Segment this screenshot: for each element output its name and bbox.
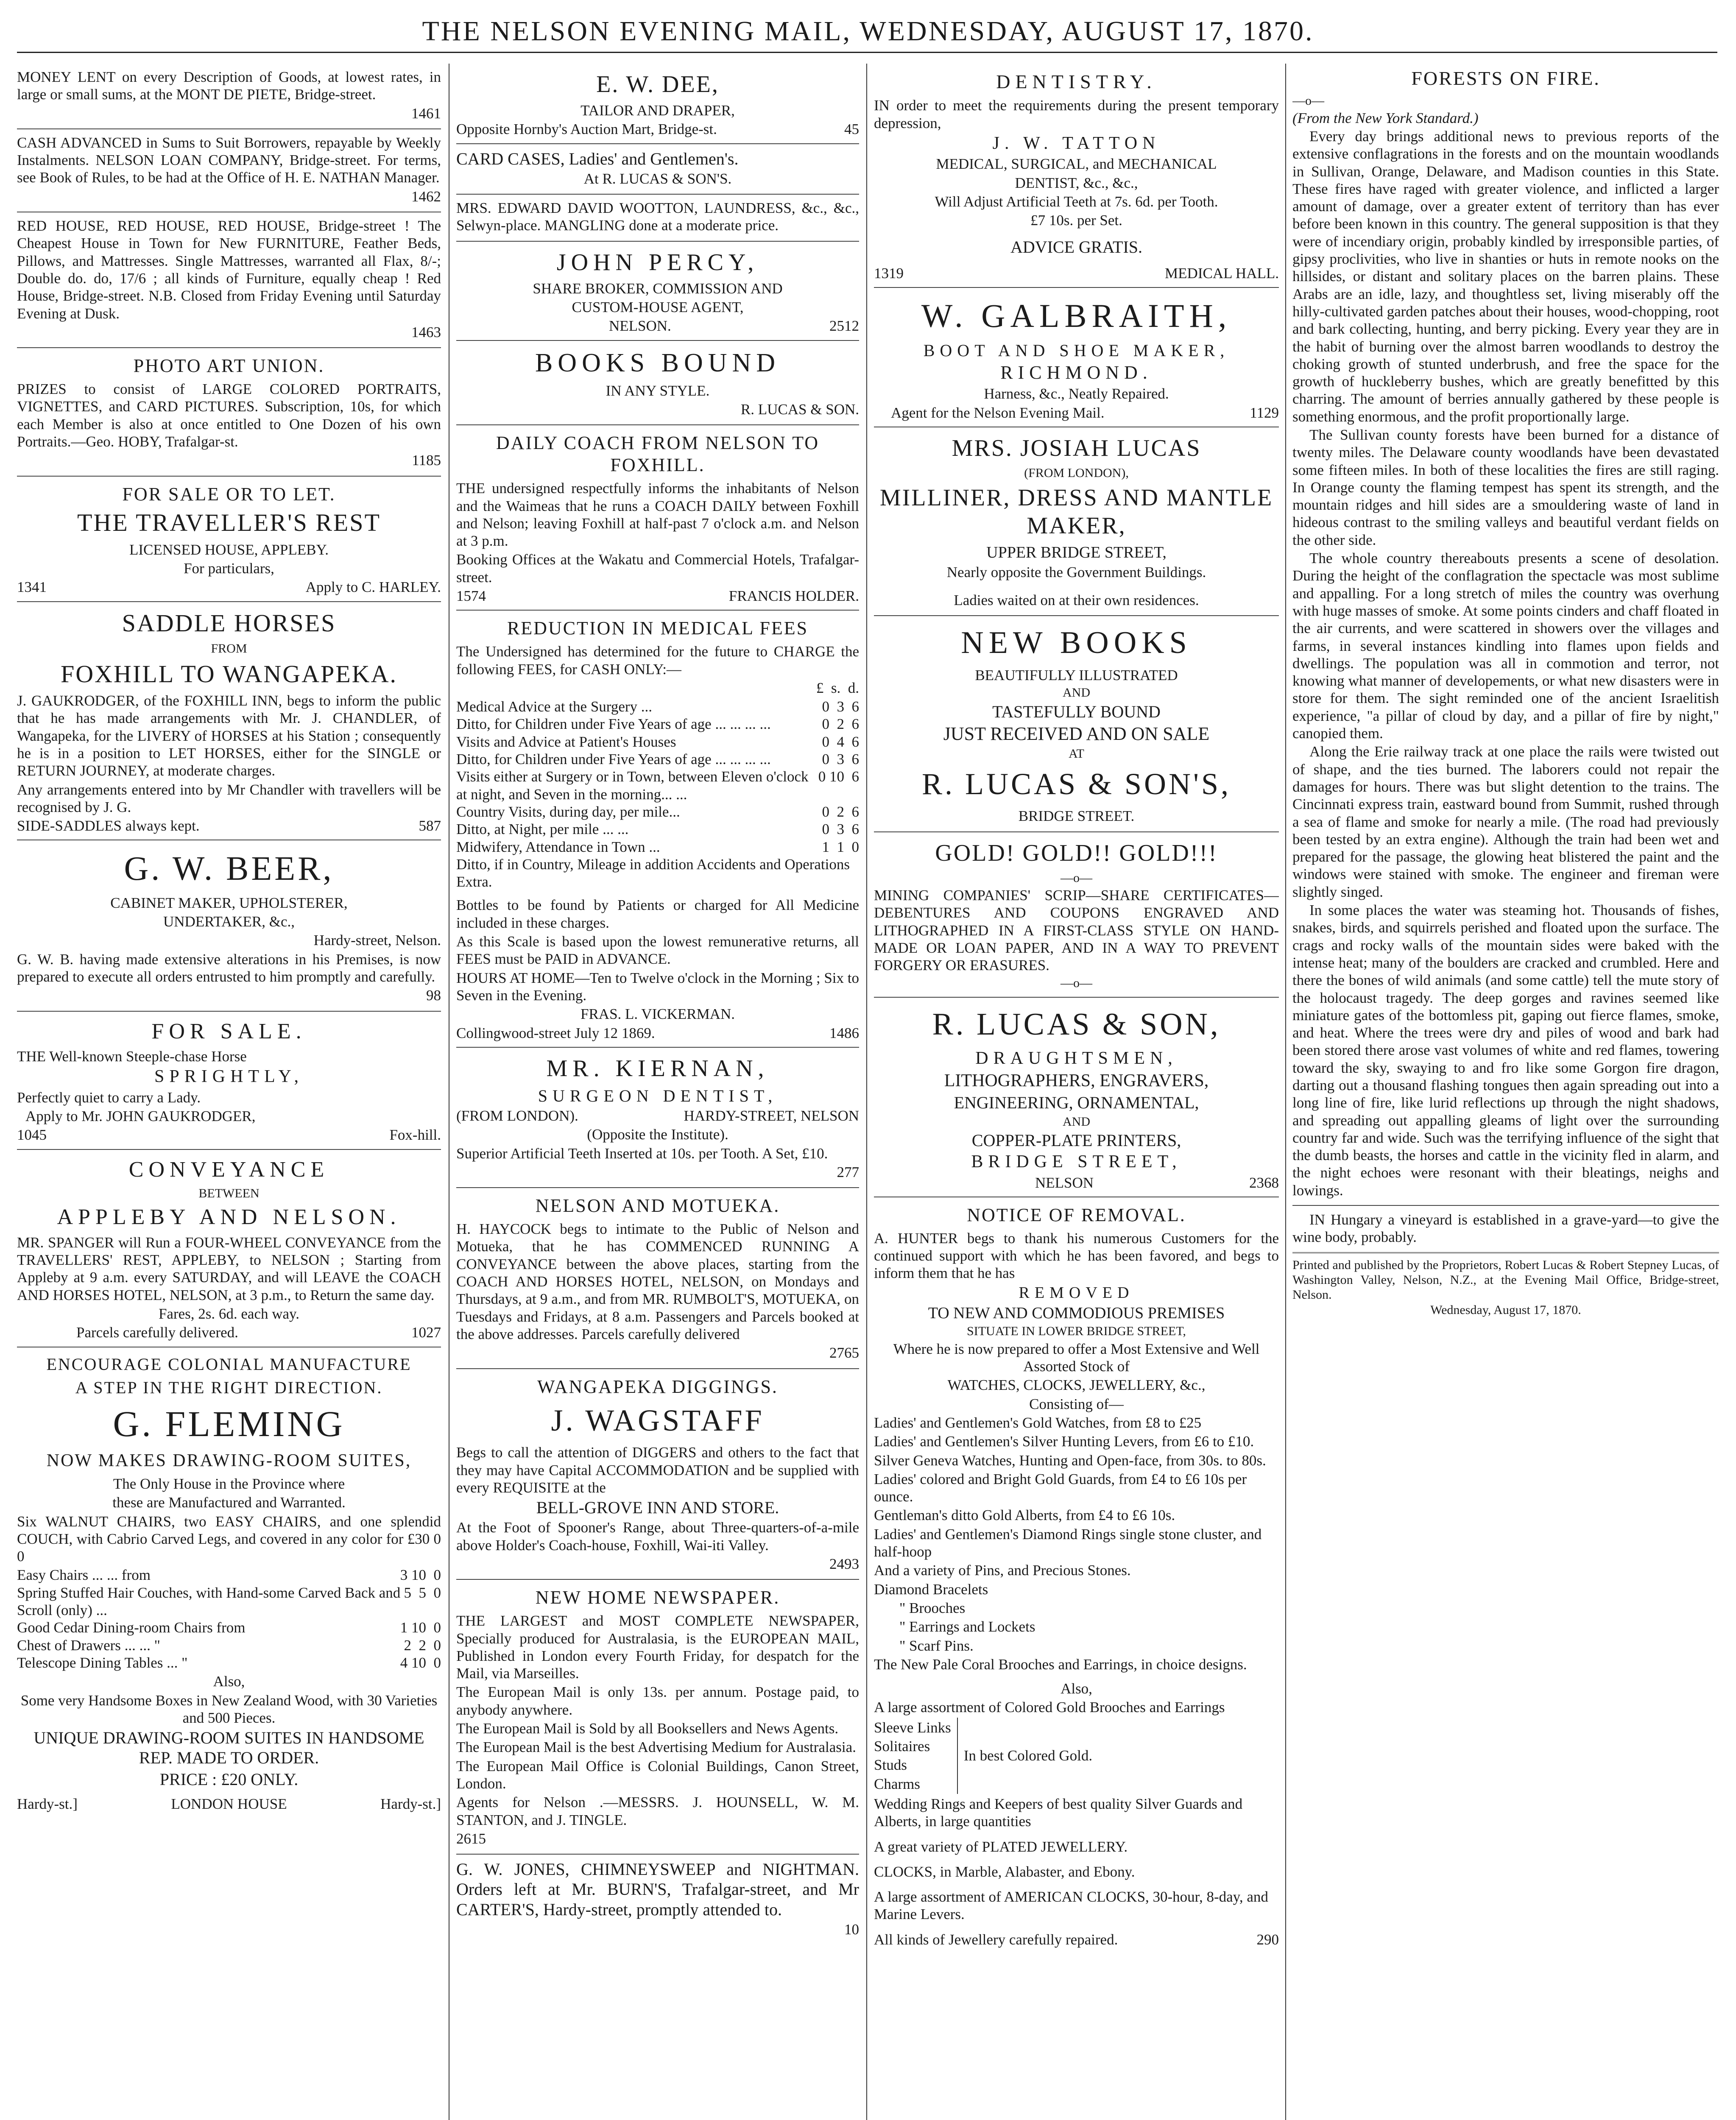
ad-text: The Undersigned has determined for the future to CHARGE the following FEES, for CASH ONLY:— [456, 643, 859, 678]
ad-text: LITHOGRAPHERS, ENGRAVERS, [944, 1071, 1209, 1091]
ad-text: WATCHES, CLOCKS, JEWELLERY, &c., [947, 1377, 1206, 1394]
fee-value: 0 3 6 [822, 751, 859, 768]
ad-text: UNIQUE DRAWING-ROOM SUITES IN HANDSOME REP. MADE TO ORDER. [33, 1728, 424, 1768]
ad-number: 1129 [1250, 404, 1279, 421]
ad-text: MR. SPANGER will Run a FOUR-WHEEL CONVEYANCE from the TRAVELLERS' REST, APPLEBY, to NELSON ; Starting from Appleby at 9 a.m. every SATURDAY, and will LEAVE the COACH AND HORSES HOTEL, NELSON, at 3 p.m., to Return the same day. [17, 1234, 441, 1303]
ad-heading: REDUCTION IN MEDICAL FEES [507, 618, 809, 639]
ad-heading: G. W. BEER, [124, 850, 334, 888]
ad-heading: ENCOURAGE COLONIAL MANUFACTURE [46, 1354, 412, 1374]
fee-item: Medical Advice at the Surgery ... [456, 698, 653, 715]
ad-text: G. W. JONES, CHIMNEYSWEEP and NIGHTMAN. Orders left at Mr. BURN'S, Trafalgar-street, and Mr CARTER'S, Hardy-street, promptly attended to. [456, 1860, 859, 1919]
ad-price: PRICE : £20 ONLY. [159, 1769, 299, 1789]
column-rule [866, 64, 867, 2120]
ad-beer-cabinet-maker [17, 840, 441, 1011]
ad-text: CUSTOM-HOUSE AGENT, [572, 299, 744, 316]
ad-name: J. W. TATTON [992, 133, 1161, 153]
ad-text: A great variety of PLATED JEWELLERY. [874, 1838, 1128, 1855]
imprint-text: Printed and published by the Proprietors, Robert Lucas & Robert Stepney Lucas, of Washington Valley, Nelson, N.Z., at the Evening Mail Office, Bridge-street, Nelson. [1292, 1258, 1719, 1302]
ad-number: 2765 [829, 1345, 859, 1361]
list-item: " Earrings and Lockets [899, 1618, 1035, 1635]
article-hungary [1292, 1205, 1719, 1246]
ad-number: 2615 [456, 1830, 486, 1847]
ad-books-bound [456, 341, 859, 426]
list-item: Ladies' colored and Bright Gold Guards, from £4 to £6 10s per ounce. [874, 1470, 1247, 1505]
ad-text: For particulars, [184, 560, 274, 577]
ad-heading: SADDLE HORSES [122, 609, 336, 637]
ad-number: 1463 [411, 324, 441, 340]
ad-text: PRIZES to consist of LARGE COLORED PORTRAITS, VIGNETTES, and CARD PICTURES. Subscription, 10s, for which each Member is also at once entitled to One Dozen of his own Portraits.—Geo. HOBY, Trafalgar-st. [17, 381, 441, 450]
ad-text: SURGEON DENTIST, [538, 1086, 778, 1105]
ad-heading: DENTISTRY. [996, 71, 1157, 92]
ad-number: 290 [1256, 1931, 1279, 1948]
ad-text: Any arrangements entered into by Mr Chandler with travellers will be recognised by J. G. [17, 781, 441, 815]
fee-item: Visits either at Surgery or in Town, between Eleven o'clock at night, and Seven in the morning... ... [456, 768, 809, 803]
list-item: Ladies' and Gentlemen's Silver Hunting Levers, from £6 to £10. [874, 1433, 1254, 1450]
ad-text: Six WALNUT CHAIRS, two EASY CHAIRS, and one splendid COUCH, with Cabrio Carved Legs, and covered in any color for £30 0 0 [17, 1513, 441, 1565]
ad-text: G. W. B. having made extensive alterations in his Premises, is now prepared to execute all orders entrusted to him promptly and carefully. [17, 951, 441, 985]
ad-text: Wedding Rings and Keepers of best quality Silver Guards and Alberts, in large quantities [874, 1795, 1243, 1830]
ad-heading: JOHN PERCY, [556, 249, 759, 276]
ad-text: FROM [211, 642, 247, 656]
ad-daily-coach [456, 425, 859, 611]
ad-text: Agents for Nelson .—MESSRS. J. HOUNSELL, W. M. STANTON, and J. TINGLE. [456, 1794, 859, 1828]
ad-heading: W. GALBRAITH, [921, 297, 1232, 335]
ad-text: Also, [213, 1673, 245, 1690]
ad-number: 1574 [456, 588, 486, 605]
ad-text: NELSON [1035, 1174, 1094, 1191]
ad-text: J. GAUKRODGER, of the FOXHILL INN, begs to inform the public that he has made arrangements with Mr. J. CHANDLER, of Wangapeka, for the LIVERY of HORSES at his Station ; consequently he is in a position to LET HORSES, either for the SINGLE or RETURN JOURNEY, at moderate charges. [17, 692, 441, 779]
ad-money-lent [17, 64, 441, 129]
ad-trade: MILLINER, DRESS AND MANTLE MAKER, [879, 485, 1273, 539]
fee-value: 1 1 0 [822, 838, 859, 855]
ad-text: BRIDGE STREET, [971, 1152, 1182, 1172]
list-item: Charms [874, 1775, 920, 1792]
ad-footer-mid: LONDON HOUSE [171, 1795, 287, 1812]
ad-text: The European Mail is the best Advertising Medium for Australasia. [456, 1739, 856, 1756]
fee-value: 0 10 6 [818, 768, 859, 785]
ad-text: JUST RECEIVED AND ON SALE [943, 723, 1210, 745]
ad-text: UNDERTAKER, &c., [163, 913, 295, 930]
ad-contact: Apply to Mr. JOHN GAUKRODGER, [25, 1108, 256, 1125]
ad-heading: R. LUCAS & SON, [932, 1007, 1221, 1042]
column-1 [17, 64, 441, 2120]
list-item: Silver Geneva Watches, Hunting and Open-face, from 30s. to 80s. [874, 1452, 1266, 1469]
ad-cash-advanced [17, 129, 441, 212]
ad-heading: FOR SALE OR TO LET. [122, 483, 336, 505]
ad-text: At the Foot of Spooner's Range, about Three-quarters-of-a-mile above Holder's Coach-house, Foxhill, Wai-iti Valley. [456, 1519, 859, 1554]
ad-kiernan-dentist [456, 1048, 859, 1188]
ad-for-sale-or-let [17, 477, 441, 602]
ad-text: A large assortment of AMERICAN CLOCKS, 30-hour, 8-day, and Marine Levers. [874, 1888, 1268, 1923]
ad-medical-fees [456, 611, 859, 1047]
ad-text: ENGINEERING, ORNAMENTAL, [954, 1093, 1199, 1113]
ad-red-house [17, 212, 441, 348]
ad-number: 1341 [17, 579, 47, 596]
ad-text: Will Adjust Artificial Teeth at 7s. 6d. per Tooth. [935, 193, 1218, 210]
ad-text: IN order to meet the requirements during the present temporary depression, [874, 97, 1279, 131]
ad-number: 587 [419, 817, 441, 834]
imprint [1292, 1252, 1719, 1318]
ad-text: As this Scale is based upon the lowest remunerative returns, all FEES must be PAID in ADVANCE. [456, 933, 859, 968]
ad-number: 98 [426, 987, 441, 1004]
ad-text: IN ANY STYLE. [606, 382, 710, 399]
ad-text: (FROM LONDON), [1024, 466, 1129, 480]
list-item: " Brooches [899, 1599, 966, 1616]
article-paragraph: Along the Erie railway track at one place the rails were twisted out of shape, and the ties burned. The laborers could not repair the damages for hours. There was but slight detention to the trains. The Cincinnati express train, eastward bound from Summit, rushed through a sea of flame and smoke for nearly a mile. (The road had previously been tested by an extra engine). Although the train had been wet and prepared for the passage, the glowing heat blistered the paint and the windows were stained with smoke. The engineer and fireman were slightly singed. [1292, 743, 1719, 900]
ad-route: APPLEBY AND NELSON. [57, 1205, 401, 1230]
ad-text: TASTEFULLY BOUND [992, 702, 1161, 721]
ad-name: R. LUCAS & SON'S, [921, 767, 1231, 801]
price-value: 2 2 0 [404, 1637, 441, 1654]
ad-saddle-horses [17, 602, 441, 841]
ad-gold-scrip [874, 832, 1279, 998]
price-value: 3 10 0 [400, 1567, 441, 1584]
list-item: Diamond Bracelets [874, 1581, 988, 1598]
ad-heading: BOOKS BOUND [535, 348, 781, 377]
ad-text: Booking Offices at the Wakatu and Commercial Hotels, Trafalgar-street. [456, 551, 859, 586]
ad-number: 1461 [411, 105, 441, 122]
ad-address: Hardy-street, Nelson. [313, 932, 441, 949]
column-rule [1285, 64, 1286, 2120]
column-4 [1292, 64, 1719, 2120]
fee-value: 0 4 6 [822, 733, 859, 750]
ad-text: Bottles to be found by Patients or charged for All Medicine included in these charges. [456, 897, 859, 931]
ad-text: BETWEEN [198, 1186, 260, 1201]
ad-text: (FROM LONDON). [456, 1107, 578, 1124]
ad-name: J. WAGSTAFF [551, 1403, 765, 1438]
ad-text: BEAUTIFULLY ILLUSTRATED [975, 667, 1178, 684]
ad-signature: FRAS. L. VICKERMAN. [581, 1006, 735, 1023]
ad-text: At R. LUCAS & SON'S. [583, 170, 732, 187]
ad-number: 1185 [412, 452, 441, 469]
ad-text: The European Mail is only 13s. per annum. Postage paid, to anybody anywhere. [456, 1684, 859, 1718]
ad-text: HOURS AT HOME—Ten to Twelve o'clock in the Morning ; Six to Seven in the Evening. [456, 969, 859, 1004]
list-item: Solitaires [874, 1738, 930, 1755]
ad-text: SITUATE IN LOWER BRIDGE STREET, [967, 1324, 1186, 1339]
ad-john-percy [456, 242, 859, 341]
ad-signature: FRANCIS HOLDER. [728, 588, 859, 605]
ad-heading: FOR SALE. [151, 1019, 307, 1043]
ad-name: THE TRAVELLER'S REST [77, 509, 381, 537]
ad-text: Begs to call the attention of DIGGERS and others to the fact that they may have Capital ACCOMMODATION and be supplied with every REQUISITE at the [456, 1444, 859, 1496]
ad-text: REMOVED [1019, 1283, 1134, 1302]
price-item: Good Cedar Dining-room Chairs from [17, 1619, 246, 1636]
ad-text: The European Mail Office is Colonial Buildings, Canon Street, London. [456, 1757, 859, 1792]
ad-text: A large assortment of Colored Gold Brooches and Earrings [874, 1699, 1225, 1716]
ad-text: H. HAYCOCK begs to intimate to the Public of Nelson and Motueka, that he has COMMENCED RUNNING A CONVEYANCE between the above places, starting from the COACH AND HORSES HOTEL, NELSON, on Mondays and Thursdays, at 9 a.m., and from MR. RUMBOLT'S, MOTUEKA, on Tuesdays and Fridays, at 8 a.m. Passengers and Parcels booked at the above addresses. Parcels carefully delivered [456, 1221, 859, 1342]
ad-new-home-newspaper [456, 1580, 859, 1855]
ad-mrs-lucas [874, 427, 1279, 616]
ad-heading: E. W. DEE, [596, 71, 719, 98]
ad-date: Collingwood-street July 12 1869. [456, 1024, 655, 1041]
ad-subheading: NOW MAKES DRAWING-ROOM SUITES, [46, 1451, 412, 1471]
ad-text: MONEY LENT on every Description of Goods, at lowest rates, in large or small sums, at the MONT DE PIETE, Bridge-street. [17, 69, 441, 103]
list-item: Gentleman's ditto Gold Alberts, from £4 to £6 10s. [874, 1507, 1175, 1524]
ad-text: MRS. EDWARD DAVID WOOTTON, LAUNDRESS, &c., &c., Selwyn-place. MANGLING done at a moderate price. [456, 200, 859, 234]
ad-new-books [874, 616, 1279, 832]
ad-number: 1486 [829, 1024, 859, 1041]
ad-address: HARDY-STREET, NELSON [684, 1107, 859, 1124]
ad-text: NELSON. [609, 318, 671, 335]
fee-item: Ditto, if in Country, Mileage in addition Accidents and Operations Extra. [456, 856, 850, 890]
ad-text: Consisting of— [1029, 1395, 1124, 1412]
article-title: FORESTS ON FIRE. [1411, 67, 1600, 89]
ad-heading: CONVEYANCE [128, 1157, 329, 1182]
fee-item: Visits and Advice at Patient's Houses [456, 733, 676, 750]
ad-text: Fares, 2s. 6d. each way. [158, 1305, 300, 1322]
ad-footer-left: Hardy-st.] [17, 1795, 78, 1812]
ad-text: CASH ADVANCED in Sums to Suit Borrowers, repayable by Weekly Instalments. NELSON LOAN COMPANY, Bridge-street. For terms, see Book of Rules, to be had at the Office of H. E. NATHAN Manager. [17, 134, 441, 186]
ad-text: TAILOR AND DRAPER, [581, 102, 735, 119]
ad-number: 2493 [829, 1556, 859, 1573]
fee-value: 0 2 6 [822, 716, 859, 733]
ad-text: SIDE-SADDLES always kept. [17, 817, 200, 834]
jewellery-group [874, 1718, 1279, 1794]
ad-number: 2512 [829, 318, 859, 335]
ad-text: BELL-GROVE INN AND STORE. [536, 1498, 779, 1517]
ad-text: COPPER-PLATE PRINTERS, [971, 1130, 1181, 1150]
ad-number: 277 [837, 1163, 859, 1180]
article-source: (From the New York Standard.) [1292, 109, 1479, 126]
ad-text: Some very Handsome Boxes in New Zealand Wood, with 30 Varieties and 500 Pieces. [20, 1692, 438, 1726]
ad-text: Where he is now prepared to offer a Most Extensive and Well Assorted Stock of [893, 1340, 1260, 1375]
fee-value: 0 2 6 [822, 803, 859, 820]
ad-heading: WANGAPEKA DIGGINGS. [537, 1376, 778, 1397]
ad-text: Agent for the Nelson Evening Mail. [891, 404, 1105, 421]
divider: —o— [1061, 870, 1092, 885]
ad-number: 1045 [17, 1127, 47, 1144]
ad-heading: NOTICE OF REMOVAL. [967, 1204, 1186, 1225]
ad-text: ADVICE GRATIS. [1010, 237, 1143, 257]
list-item: Ladies' and Gentlemen's Diamond Rings single stone cluster, and half-hoop [874, 1526, 1262, 1560]
ad-text: A. HUNTER begs to thank his numerous Customers for the continued support with which he has been favored, and begs to inform them that he has [874, 1230, 1279, 1282]
ad-text: DRAUGHTSMEN, [975, 1049, 1178, 1068]
ad-number: 45 [844, 121, 859, 138]
ad-text: BOOT AND SHOE MAKER, [923, 341, 1230, 360]
fee-item: Ditto, for Children under Five Years of age ... ... ... ... [456, 751, 771, 768]
ad-photo-art-union [17, 348, 441, 476]
ad-name: G. FLEMING [113, 1403, 345, 1444]
ad-text: MINING COMPANIES' SCRIP—SHARE CERTIFICATES—DEBENTURES AND COUPONS ENGRAVED AND LITHOGRAPHED IN A FIRST-CLASS STYLE ON HAND-MADE OR LOAN PAPER, AND IN A WAY TO PREVENT FORGERY OR ERASURES. [874, 887, 1279, 974]
ad-text: MEDICAL HALL. [1165, 265, 1279, 282]
ad-heading: PHOTO ART UNION. [133, 355, 325, 377]
masthead-rule [17, 52, 1717, 53]
ad-wangapeka-diggings [456, 1369, 859, 1580]
price-item: Telescope Dining Tables ... " [17, 1654, 188, 1671]
ad-subheading: A STEP IN THE RIGHT DIRECTION. [75, 1378, 383, 1397]
masthead: THE NELSON EVENING MAIL, WEDNESDAY, AUGUST 17, 1870. [422, 16, 1314, 47]
ad-dentistry [874, 64, 1279, 288]
price-value: 1 10 0 [400, 1619, 441, 1636]
ad-galbraith [874, 288, 1279, 427]
column-3 [874, 64, 1279, 2120]
ad-text: RICHMOND. [1000, 362, 1153, 383]
article-forests-on-fire [1292, 67, 1719, 1199]
ad-text: CARD CASES, Ladies' and Gentlemen's. [456, 149, 739, 168]
list-item: Studs [874, 1757, 907, 1774]
ad-text: CLOCKS, in Marble, Alabaster, and Ebony. [874, 1863, 1135, 1880]
ad-text: The European Mail is Sold by all Booksellers and News Agents. [456, 1720, 839, 1737]
ad-text: Perfectly quiet to carry a Lady. [17, 1089, 201, 1106]
ad-text: Superior Artificial Teeth Inserted at 10s. per Tooth. A Set, £10. [456, 1145, 828, 1162]
ad-fleming [17, 1347, 441, 1818]
price-item: Easy Chairs ... ... from [17, 1567, 151, 1584]
ad-heading: NEW HOME NEWSPAPER. [535, 1587, 780, 1608]
ad-address: Opposite Hornby's Auction Mart, Bridge-st. [456, 121, 717, 138]
article-paragraph: IN Hungary a vineyard is established in a grave-yard—to give the wine body, probably. [1292, 1211, 1719, 1246]
ad-text: In best Colored Gold. [963, 1747, 1093, 1764]
ad-text: Parcels carefully delivered. [76, 1324, 238, 1341]
ad-contact: Apply to C. HARLEY. [305, 579, 441, 596]
ad-text: THE Well-known Steeple-chase Horse [17, 1048, 247, 1065]
fee-item: Country Visits, during day, per mile... [456, 803, 680, 820]
list-item: The New Pale Coral Brooches and Earrings, in choice designs. [874, 1656, 1247, 1673]
ad-nelson-motueka [456, 1188, 859, 1369]
ad-text: Nearly opposite the Government Buildings. [946, 564, 1206, 581]
ad-heading: GOLD! GOLD!! GOLD!!! [935, 840, 1218, 866]
fee-column-header: £ s. d. [816, 679, 859, 696]
ad-text: £7 10s. per Set. [1030, 212, 1122, 229]
ad-text: (Opposite the Institute). [587, 1126, 728, 1143]
column-2 [456, 64, 859, 2120]
ad-conveyance [17, 1150, 441, 1347]
ad-heading: NEW BOOKS [961, 625, 1192, 660]
ad-number: 1027 [411, 1324, 441, 1341]
ad-number: 1319 [874, 265, 904, 282]
ad-wootton-laundress [456, 195, 859, 242]
ad-text: Ladies waited on at their own residences. [954, 591, 1199, 608]
ad-heading: MRS. JOSIAH LUCAS [952, 435, 1201, 461]
ad-text: MEDICAL, SURGICAL, and MECHANICAL [936, 156, 1217, 173]
ad-text: RED HOUSE, RED HOUSE, RED HOUSE, Bridge-street ! The Cheapest House in Town for New FURNITURE, Feather Beds, Pillows, and Mattresses. Single Mattresses, warranted all Flax, 8/-; Double do. do, 17/6 ; all kinds of Furniture, equally cheap ! Red House, Bridge-street. N.B. Closed from Friday Evening until Saturday Evening at Dusk. [17, 218, 441, 322]
ad-number: 10 [844, 1921, 859, 1938]
ad-subtitle: LICENSED HOUSE, APPLEBY. [129, 541, 329, 558]
divider: —o— [1061, 976, 1092, 990]
list-item: And a variety of Pins, and Precious Stones. [874, 1562, 1131, 1579]
ad-lucas-lithographers [874, 998, 1279, 1197]
article-paragraph: The Sullivan county forests have been burned for a distance of twenty miles. The Delaware county woodlands have been devastated some fifteen miles. In both of these localities the fires are still raging. In Orange county the flaming tempest has spent its strength, and the mountain ridges and hill sides are a smouldering waste of land in hideous contrast to the smiling valleys and beautiful verdant fields on the other side. [1292, 427, 1719, 548]
ad-text: The Only House in the Province where [113, 1475, 345, 1492]
ad-text: AT [1069, 746, 1084, 761]
fee-item: Ditto, at Night, per mile ... ... [456, 821, 629, 838]
imprint-date: Wednesday, August 17, 1870. [1430, 1303, 1581, 1317]
ad-for-sale-horse [17, 1012, 441, 1150]
ad-place: Fox-hill. [389, 1127, 441, 1144]
list-item: " Scarf Pins. [899, 1637, 974, 1654]
price-value: 4 10 0 [400, 1654, 441, 1671]
fee-item: Midwifery, Attendance in Town ... [456, 838, 660, 855]
price-item: Spring Stuffed Hair Couches, with Hand-some Carved Back and Scroll (only) ... [17, 1584, 401, 1619]
ad-number: 1462 [411, 188, 441, 205]
fee-value: 0 3 6 [822, 698, 859, 715]
ad-address: UPPER BRIDGE STREET, [986, 544, 1167, 562]
ad-number: 2368 [1249, 1174, 1279, 1191]
ad-chimney-sweep [456, 1855, 859, 1944]
price-value: 5 5 0 [404, 1584, 441, 1601]
ad-heading: NELSON AND MOTUEKA. [535, 1195, 780, 1216]
ad-text: SHARE BROKER, COMMISSION AND [533, 280, 783, 297]
ad-dee-tailor [456, 64, 859, 144]
list-item: Sleeve Links [874, 1719, 951, 1736]
ad-text: Also, [1061, 1680, 1092, 1697]
fee-value: 0 3 6 [822, 821, 859, 838]
ad-text: Harness, &c., Neatly Repaired. [984, 385, 1169, 402]
fee-item: Ditto, for Children under Five Years of age ... ... ... ... [456, 716, 771, 733]
ad-text: R. LUCAS & SON. [740, 401, 859, 418]
article-paragraph: Every day brings additional news to previous reports of the extensive conflagrations in the forests and on the mountain woodlands in Sullivan, Orange, Delaware, and Madison counties in this State. These fires have raged with greater violence, and inflicted a larger amount of damage, over a greater extent of territory than has ever before been known in this country. The general supposition is that they were of incendiary origin, probably kindled by irresponsible parties, of gipsy proclivities, who live in shanties or huts in remote nooks on the hillsides, or distant and solitary places on the barren plains. These Arabs are an idle, lazy, and thoughtless set, living miserably off the hilly-cultivated garden patches about their houses, wood-chopping, root and bark collecting, hunting, and berry picking. Every year they are in the habit of burning over the almost barren woodlands to destroy the choking growth of stunted underbrush, and free the space for the growth of huckleberry bushes, which are greatly benefitted by this charring. The amount of berries annually gathered by these people is something enormous, and the profit proportionally large. [1292, 128, 1719, 425]
ad-text: THE LARGEST and MOST COMPLETE NEWSPAPER, Specially produced for Australasia, is the EUROPEAN MAIL, Published in London every Fourth Friday, for despatch for the Mail, via Marseilles. [456, 1612, 859, 1682]
article-paragraph: In some places the water was steaming hot. Thousands of fishes, snakes, birds, and squirrels perished and floated upon the surface. The crags and rocky walls of the mountain sides were baked with the intense heat; many of the boulders are cracked and crumbled. Here and there the bones of wild animals (and some cattle) tell the mute story of the holocaust tragedy. The deep gorges and ravines seemed like miniature gates of the bottomless pit, gaping out fierce flames, smoke, and heat. Where the trees were dry and piles of wood and bark had been stored there arose vast volumes of white and red flames, towering toward the sky, swaying to and fro like some Gorgon fire dragon, darting out a thousand flashing tongues then again spreading out into a long line of fire, like lurid reflections up through the night shadows, and spreading out appalling gleams of light over the surrounding country far and wide. Such was the terrifying influence of the sight that the dumb beasts, the horses and cattle in the vicinity fled in alarm, and the night echoes were resonant with their bleatings, neighs and lowings. [1292, 902, 1719, 1199]
ad-footer-right: Hardy-st.] [380, 1795, 441, 1812]
ad-horse-name: SPRIGHTLY, [154, 1067, 304, 1087]
ad-route: FOXHILL TO WANGAPEKA. [61, 660, 397, 688]
ad-text: All kinds of Jewellery carefully repaired. [874, 1931, 1118, 1948]
ad-notice-of-removal [874, 1197, 1279, 1953]
ad-heading: DAILY COACH FROM NELSON TO FOXHILL. [496, 432, 820, 476]
article-paragraph: The whole country thereabouts presents a scene of desolation. During the height of the conflagration the spectacle was most sublime and appalling. For a long stretch of miles the country was overhung with huge masses of smoke. At some points cinders and chaff floated in the air currents, and were scattered in showers over the villages and farms, in several instances kindling into flames upon fields and dwellings. The population was all in commotion and terror, not knowing what manner of developements, or what new disasters were in store for them. The sight reminded one of the ancient Israelitish experience, "a pillar of cloud by day, and a pillar of fire by night," canopied them. [1292, 550, 1719, 742]
ad-text: these are Manufactured and Warranted. [112, 1494, 346, 1511]
list-item: Ladies' and Gentlemen's Gold Watches, from £8 to £25 [874, 1414, 1202, 1431]
ad-text: THE undersigned respectfully informs the inhabitants of Nelson and the Waimeas that he runs a COACH DAILY between Foxhill and Nelson; leaving Foxhill at half-past 7 o'clock a.m. and Nelson at 3 p.m. [456, 480, 859, 550]
ad-address: BRIDGE STREET. [1018, 808, 1135, 825]
ad-text: CABINET MAKER, UPHOLSTERER, [110, 894, 348, 911]
ad-text: AND [1063, 686, 1090, 700]
ad-text: DENTIST, &c., &c., [1015, 174, 1138, 191]
ad-text: AND [1063, 1114, 1090, 1129]
divider: —o— [1292, 94, 1324, 108]
ad-text: TO NEW AND COMMODIOUS PREMISES [928, 1304, 1225, 1322]
ad-heading: MR. KIERNAN, [546, 1055, 769, 1082]
price-item: Chest of Drawers ... ... " [17, 1637, 160, 1654]
ad-card-cases [456, 144, 859, 195]
